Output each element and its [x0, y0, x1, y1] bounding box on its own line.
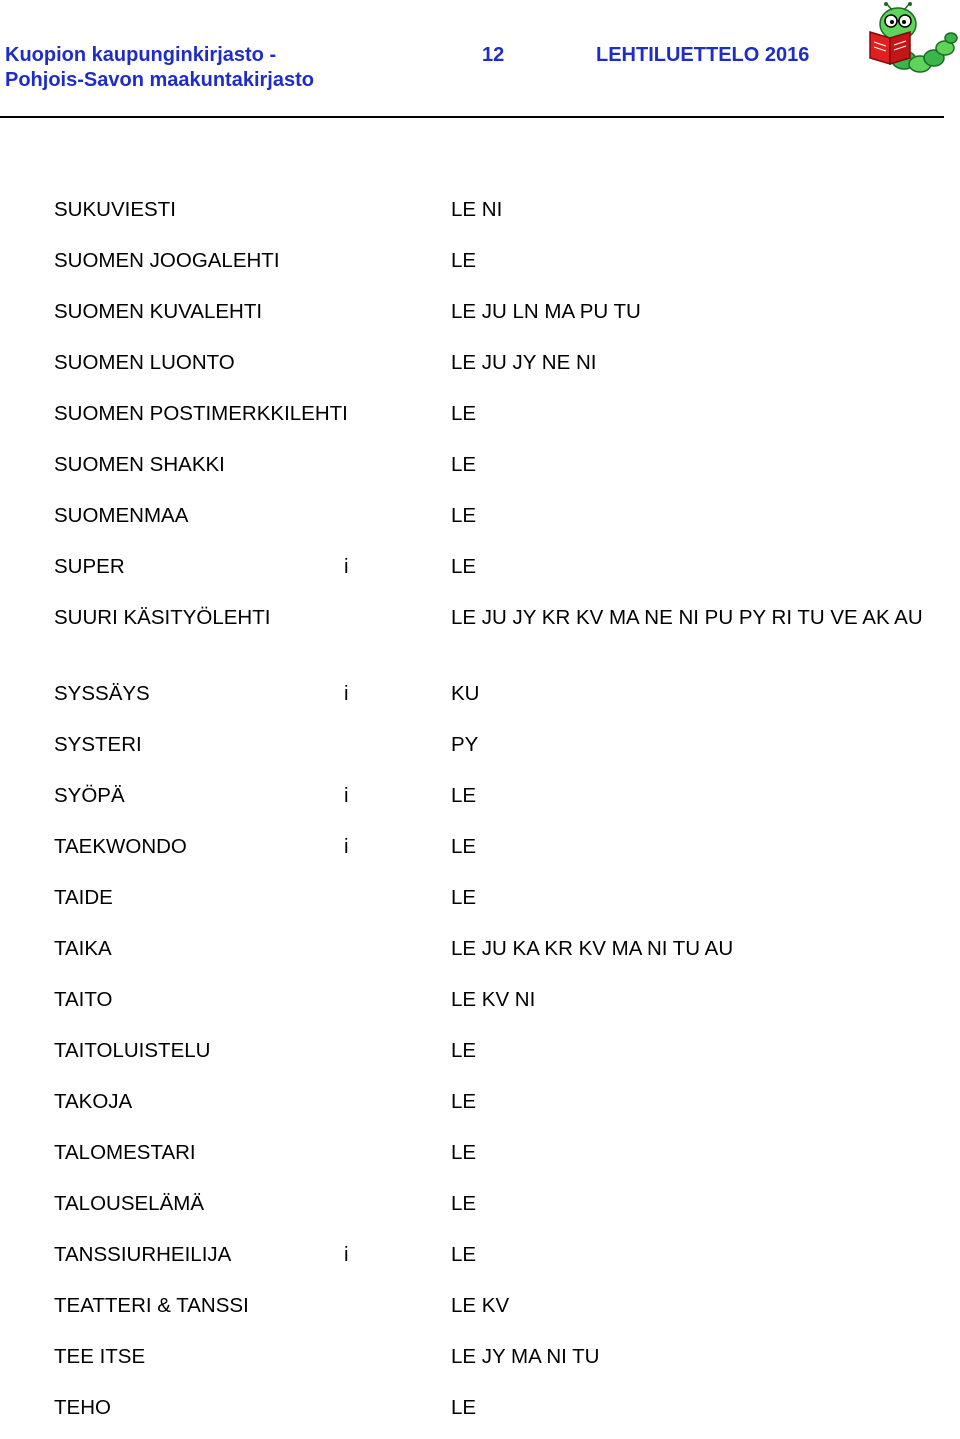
periodical-title: TEATTERI & TANSSI [54, 1294, 249, 1317]
periodical-title: SUOMEN POSTIMERKKILEHTI [54, 402, 348, 425]
periodical-title: SUOMEN JOOGALEHTI [54, 249, 280, 272]
periodical-title: TAEKWONDO [54, 835, 187, 858]
periodical-title: TALOUSELÄMÄ [54, 1192, 204, 1215]
list-item [0, 394, 960, 445]
bookworm-reading-logo-icon [864, 2, 958, 78]
periodical-title: TANSSIURHEILIJA [54, 1243, 232, 1266]
periodical-title: SYSSÄYS [54, 682, 150, 705]
library-codes: LE NI [451, 198, 503, 221]
library-codes: LE [451, 249, 477, 272]
periodical-title: SUKUVIESTI [54, 198, 176, 221]
list-item [0, 241, 960, 292]
list-item [0, 1235, 960, 1286]
periodical-title: TEHO [54, 1396, 111, 1419]
library-codes: LE [451, 555, 477, 578]
library-codes: LE [451, 1039, 477, 1062]
library-codes: LE [451, 835, 477, 858]
periodical-flag: i [344, 1243, 349, 1266]
header-divider [0, 116, 944, 118]
list-item [0, 1184, 960, 1235]
periodical-title: TAITO [54, 988, 113, 1011]
periodical-title: SUOMENMAA [54, 504, 189, 527]
periodical-title: SUOMEN LUONTO [54, 351, 235, 374]
list-item [0, 674, 960, 725]
list-item [0, 598, 960, 674]
periodical-title: SYSTERI [54, 733, 142, 756]
periodical-title: TAIKA [54, 937, 112, 960]
library-codes: LE [451, 784, 477, 807]
periodical-flag: i [344, 835, 349, 858]
periodical-flag: i [344, 784, 349, 807]
library-codes: LE JU KA KR KV MA NI TU AU [451, 937, 734, 960]
periodical-title: SUURI KÄSITYÖLEHTI [54, 606, 271, 629]
list-item [0, 827, 960, 878]
page-number: 12 [482, 44, 505, 66]
list-item [0, 1031, 960, 1082]
periodical-title: TAIDE [54, 886, 113, 909]
periodical-title: TAITOLUISTELU [54, 1039, 211, 1062]
list-item [0, 496, 960, 547]
list-item [0, 547, 960, 598]
library-codes: PY [451, 733, 479, 756]
library-codes: LE [451, 1396, 477, 1419]
periodical-title: SUOMEN KUVALEHTI [54, 300, 263, 323]
list-item [0, 292, 960, 343]
list-item [0, 343, 960, 394]
library-codes: LE [451, 504, 477, 527]
periodical-title: SUOMEN SHAKKI [54, 453, 225, 476]
periodical-title: TAKOJA [54, 1090, 133, 1113]
library-codes: LE [451, 1243, 477, 1266]
library-codes: LE KV [451, 1294, 510, 1317]
periodical-title: TEE ITSE [54, 1345, 146, 1368]
library-codes: LE JU LN MA PU TU [451, 300, 641, 323]
library-codes: LE [451, 1090, 477, 1113]
library-codes: LE [451, 1141, 477, 1164]
library-codes: LE [451, 886, 477, 909]
library-codes: LE [451, 453, 477, 476]
library-name-line1: Kuopion kaupunginkirjasto - [5, 44, 277, 66]
list-item [0, 1286, 960, 1337]
library-codes: LE JU JY NE NI [451, 351, 597, 374]
list-item [0, 878, 960, 929]
list-item [0, 1082, 960, 1133]
library-name-line2: Pohjois-Savon maakuntakirjasto [5, 69, 314, 91]
list-item [0, 929, 960, 980]
library-codes: LE [451, 1192, 477, 1215]
document-title: LEHTILUETTELO 2016 [596, 44, 810, 66]
periodical-flag: i [344, 555, 349, 578]
library-codes: LE [451, 402, 477, 425]
list-item [0, 776, 960, 827]
periodical-title: TALOMESTARI [54, 1141, 196, 1164]
library-codes: LE JY MA NI TU [451, 1345, 600, 1368]
page-header [0, 0, 960, 120]
library-codes: KU [451, 682, 480, 705]
library-codes: LE JU JY KR KV MA NE NI PU PY RI TU VE AK AU [451, 606, 923, 629]
list-item [0, 1388, 960, 1439]
periodical-list [0, 190, 960, 1439]
list-item [0, 1133, 960, 1184]
periodical-title: SYÖPÄ [54, 784, 125, 807]
list-item [0, 725, 960, 776]
periodical-title: SUPER [54, 555, 125, 578]
list-item [0, 445, 960, 496]
periodical-flag: i [344, 682, 349, 705]
list-item [0, 1337, 960, 1388]
list-item [0, 980, 960, 1031]
library-codes: LE KV NI [451, 988, 536, 1011]
list-item [0, 190, 960, 241]
